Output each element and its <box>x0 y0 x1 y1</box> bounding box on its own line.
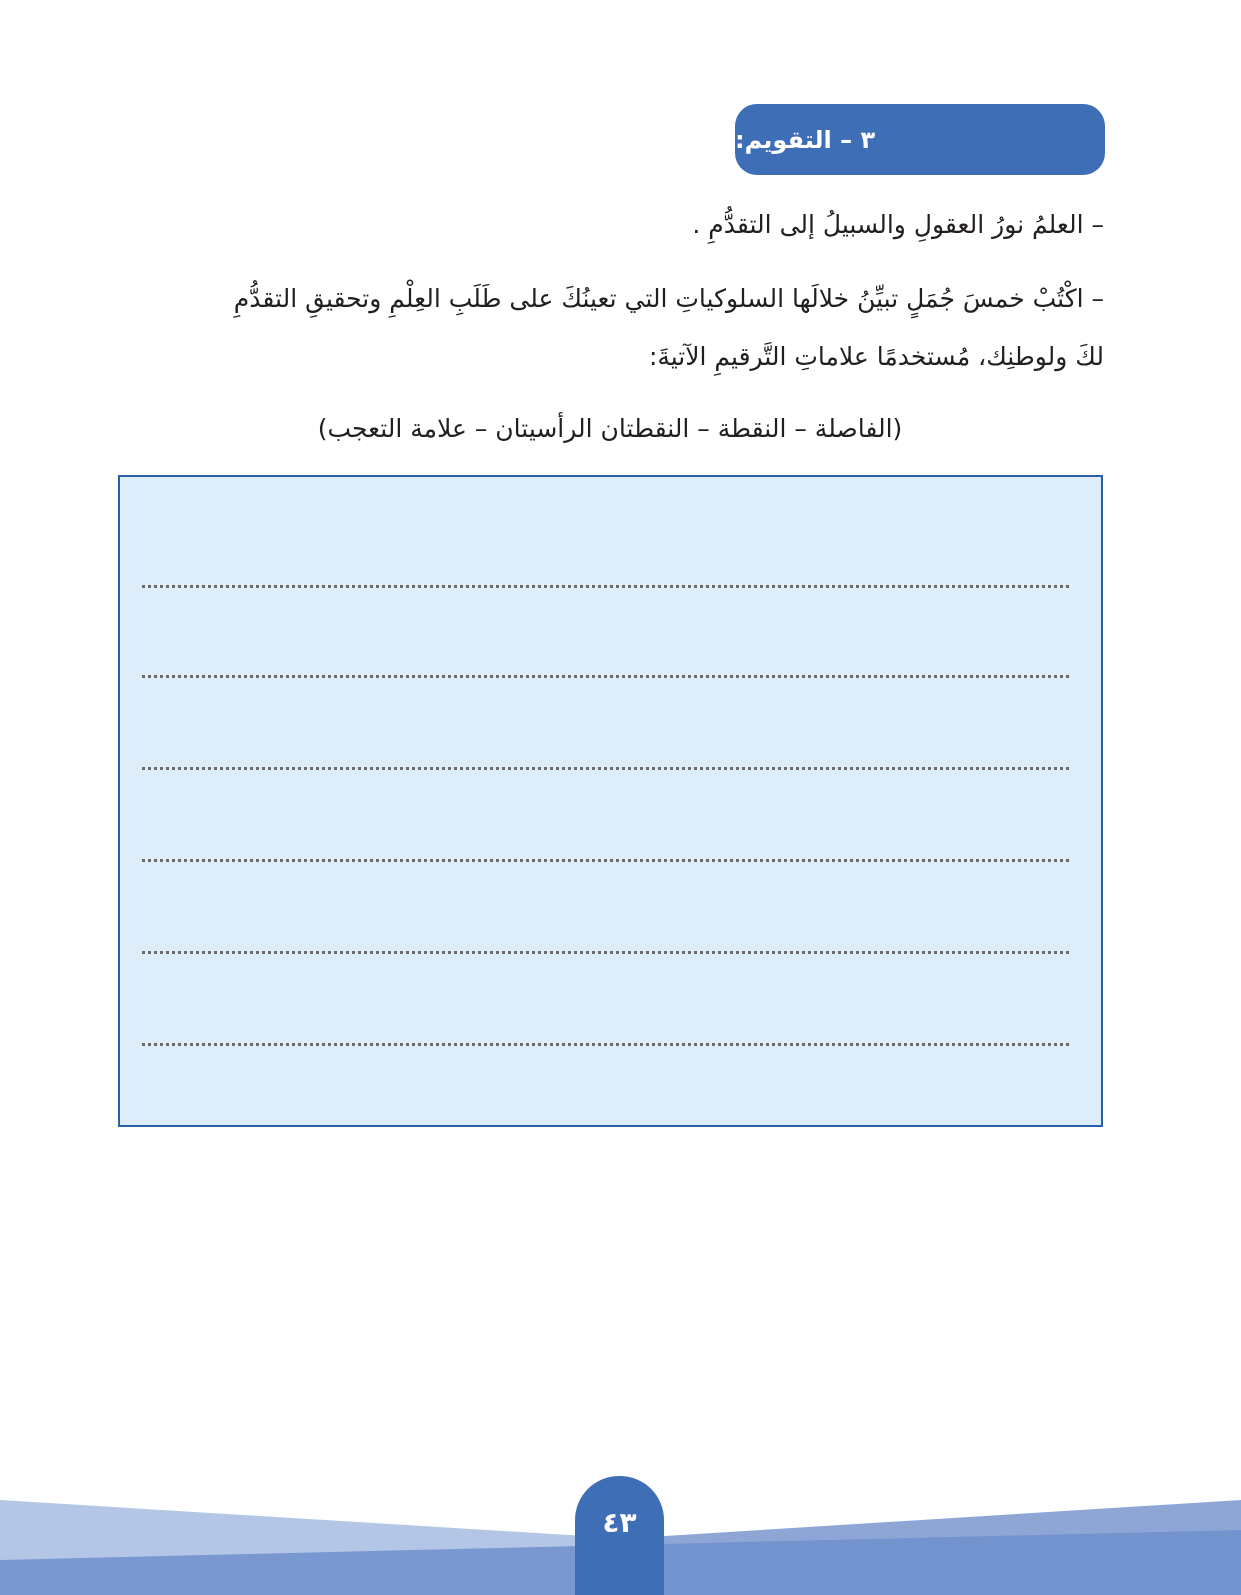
answer-line-2[interactable] <box>142 675 1069 678</box>
instruction-line-2: لكَ ولوطنِك، مُستخدمًا علاماتِ التَّرقيمِ الآتيةَ: <box>648 342 1104 371</box>
answer-box <box>118 475 1103 1127</box>
answer-line-1[interactable] <box>142 585 1069 588</box>
answer-line-4[interactable] <box>142 859 1069 862</box>
answer-line-3[interactable] <box>142 767 1069 770</box>
page-number-tab <box>575 1476 664 1595</box>
section-title: ٣ – التقويم: <box>735 125 876 154</box>
answer-line-5[interactable] <box>142 951 1069 954</box>
answer-line-6[interactable] <box>142 1043 1069 1046</box>
punctuation-list: (الفاصلة – النقطة – النقطتان الرأسيتان – علامة التعجب) <box>317 414 903 443</box>
page-number: ٤٣ <box>602 1506 637 1539</box>
proverb-text: – العلمُ نورُ العقولِ والسبيلُ إلى التقدُّمِ . <box>692 210 1104 239</box>
instruction-line-1: – اكْتُبْ خمسَ جُمَلٍ تبيِّنُ خلالَها السلوكياتِ التي تعينُكَ على طَلَبِ العِلْمِ وتحقيقِ التقدُّمِ <box>233 284 1104 313</box>
section-header <box>735 104 1105 175</box>
